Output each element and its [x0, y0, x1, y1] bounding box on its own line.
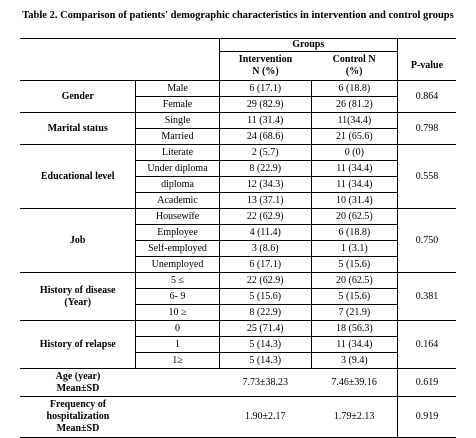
header-row-columns	[20, 52, 456, 81]
header-control-line: (%)	[345, 66, 363, 77]
control-cell: 6 (18.8)	[311, 225, 397, 241]
control-cell: 10 (31.4)	[311, 193, 397, 209]
intervention-cell: 2 (5.7)	[219, 145, 311, 161]
category-cell: Female	[136, 97, 219, 113]
section-label	[20, 81, 136, 113]
category-cell: Self-employed	[136, 241, 219, 257]
category-cell: Academic	[136, 193, 219, 209]
summary-label-line: hospitalization	[46, 411, 110, 422]
header-empty-cell	[136, 52, 219, 81]
control-cell: 11 (34.4)	[311, 177, 397, 193]
section-label	[20, 273, 136, 321]
category-cell: 0	[136, 321, 219, 337]
control-cell: 18 (56.3)	[311, 321, 397, 337]
header-intervention-line: N (%)	[252, 66, 279, 77]
intervention-cell: 11 (31.4)	[219, 113, 311, 129]
section-label	[20, 113, 136, 145]
section-label-line: History of disease	[39, 284, 116, 296]
intervention-cell: 6 (17.1)	[219, 257, 311, 273]
section-label	[20, 321, 136, 369]
pvalue-cell: 0.558	[397, 145, 456, 209]
table-row	[20, 145, 456, 161]
header-row-groups	[20, 39, 456, 52]
intervention-cell: 12 (34.3)	[219, 177, 311, 193]
summary-control-cell: 1.79±2.13	[311, 397, 397, 438]
summary-label-line: Age (year)	[55, 370, 101, 382]
header-empty-cell	[20, 52, 136, 81]
control-cell: 7 (21.9)	[311, 305, 397, 321]
intervention-cell: 22 (62.9)	[219, 273, 311, 289]
category-cell: Unemployed	[136, 257, 219, 273]
pvalue-cell: 0.164	[397, 321, 456, 369]
intervention-cell: 8 (22.9)	[219, 161, 311, 177]
category-cell: Employee	[136, 225, 219, 241]
intervention-cell: 25 (71.4)	[219, 321, 311, 337]
summary-empty-cell	[136, 397, 219, 438]
header-control	[311, 52, 397, 81]
control-cell: 20 (62.5)	[311, 209, 397, 225]
control-cell: 1 (3.1)	[311, 241, 397, 257]
header-empty-cell	[20, 39, 136, 52]
header-empty-cell	[397, 39, 456, 52]
summary-pvalue-cell: 0.619	[397, 369, 456, 397]
summary-pvalue-cell: 0.919	[397, 397, 456, 438]
section-label-line: (Year)	[64, 296, 92, 308]
table-body	[20, 39, 456, 438]
intervention-cell: 6 (17.1)	[219, 81, 311, 97]
table-row	[20, 321, 456, 337]
intervention-cell: 13 (37.1)	[219, 193, 311, 209]
table-row	[20, 209, 456, 225]
pvalue-cell: 0.381	[397, 273, 456, 321]
control-cell: 3 (9.4)	[311, 353, 397, 369]
control-cell: 0 (0)	[311, 145, 397, 161]
section-label-line: Gender	[61, 90, 94, 102]
section-label	[20, 145, 136, 209]
control-cell: 20 (62.5)	[311, 273, 397, 289]
summary-label	[20, 369, 136, 397]
summary-control-cell: 7.46±39.16	[311, 369, 397, 397]
category-cell: Single	[136, 113, 219, 129]
header-pvalue: P-value	[397, 52, 456, 81]
section-label-line: Marital status	[47, 122, 108, 134]
pvalue-cell: 0.798	[397, 113, 456, 145]
intervention-cell: 5 (15.6)	[219, 289, 311, 305]
summary-intervention-cell: 1.90±2.17	[219, 397, 311, 438]
pvalue-cell: 0.750	[397, 209, 456, 273]
control-cell: 5 (15.6)	[311, 289, 397, 305]
pvalue-cell: 0.864	[397, 81, 456, 113]
summary-row	[20, 369, 456, 397]
category-cell: 6- 9	[136, 289, 219, 305]
table-row	[20, 273, 456, 289]
section-label	[20, 209, 136, 273]
summary-label-line: Mean±SD	[56, 423, 100, 434]
category-cell: Male	[136, 81, 219, 97]
summary-row	[20, 397, 456, 438]
control-cell: 26 (81.2)	[311, 97, 397, 113]
summary-label-line: Mean±SD	[56, 382, 100, 394]
section-label-line: Job	[69, 234, 86, 246]
category-cell: Housewife	[136, 209, 219, 225]
header-intervention-line: Intervention	[238, 54, 293, 65]
table-caption: Table 2. Comparison of patients' demographic characteristics in intervention and control groups	[22, 10, 454, 21]
category-cell: Literate	[136, 145, 219, 161]
header-empty-cell	[136, 39, 219, 52]
intervention-cell: 5 (14.3)	[219, 337, 311, 353]
control-cell: 21 (65.6)	[311, 129, 397, 145]
control-cell: 11 (34.4)	[311, 337, 397, 353]
intervention-cell: 8 (22.9)	[219, 305, 311, 321]
summary-label-line: Frequency of	[49, 399, 107, 410]
category-cell: 10 ≥	[136, 305, 219, 321]
section-label-line: History of relapse	[39, 338, 116, 350]
control-cell: 6 (18.8)	[311, 81, 397, 97]
intervention-cell: 5 (14.3)	[219, 353, 311, 369]
summary-empty-cell	[136, 369, 219, 397]
intervention-cell: 22 (62.9)	[219, 209, 311, 225]
category-cell: Married	[136, 129, 219, 145]
section-label-line: Educational level	[40, 170, 115, 182]
intervention-cell: 4 (11.4)	[219, 225, 311, 241]
category-cell: diploma	[136, 177, 219, 193]
intervention-cell: 3 (8.6)	[219, 241, 311, 257]
category-cell: 5 ≤	[136, 273, 219, 289]
table-row	[20, 113, 456, 129]
category-cell: 1	[136, 337, 219, 353]
header-intervention	[219, 52, 311, 81]
intervention-cell: 29 (82.9)	[219, 97, 311, 113]
intervention-cell: 24 (68.6)	[219, 129, 311, 145]
summary-intervention-cell: 7.73±38.23	[219, 369, 311, 397]
control-cell: 11 (34.4)	[311, 161, 397, 177]
demographics-table	[20, 38, 456, 438]
summary-label	[20, 397, 136, 438]
control-cell: 5 (15.6)	[311, 257, 397, 273]
header-control-line: Control N	[332, 54, 376, 65]
header-groups: Groups	[219, 39, 397, 52]
table-row	[20, 81, 456, 97]
category-cell: Under diploma	[136, 161, 219, 177]
category-cell: 1≥	[136, 353, 219, 369]
control-cell: 11(34.4)	[311, 113, 397, 129]
